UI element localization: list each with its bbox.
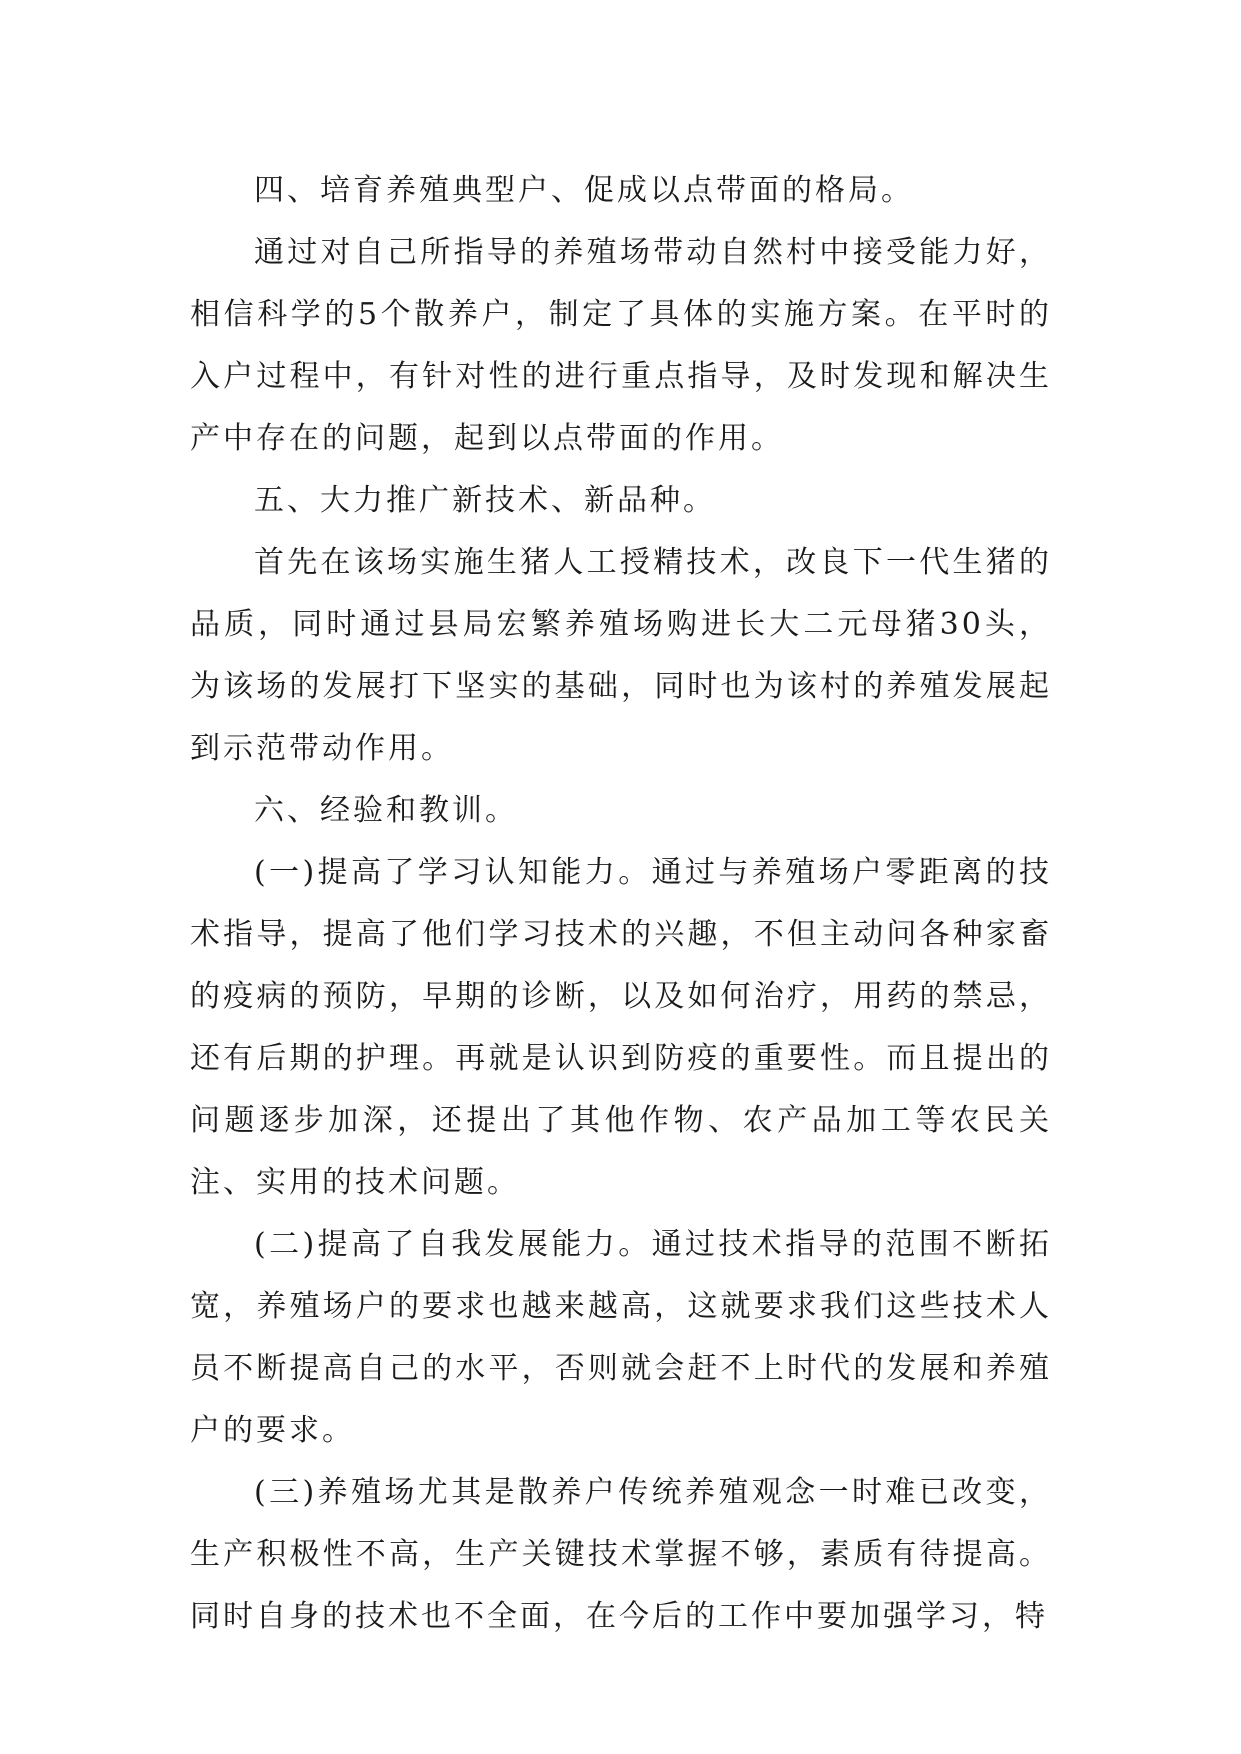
paragraph: (二)提高了自我发展能力。通过技术指导的范围不断拓宽，养殖场户的要求也越来越高，这就要求我们这些技术人员不断提高自己的水平，否则就会赶不上时代的发展和养殖户的要求。 — [190, 1227, 1052, 1448]
paragraph: (一)提高了学习认知能力。通过与养殖场户零距离的技术指导，提高了他们学习技术的兴趣，不但主动问各种家畜的疫病的预防，早期的诊断，以及如何治疗，用药的禁忌，还有后期的护理。再就是认识到防疫的重要性。而且提出的问题逐步加深，还提出了其他作物、农产品加工等农民关注、实用的技术问题。 — [190, 855, 1052, 1200]
document-body — [190, 160, 1052, 1648]
section-heading-4: 四、培育养殖典型户、促成以点带面的格局。 — [254, 173, 914, 208]
section-heading-6: 六、经验和教训。 — [254, 793, 518, 828]
paragraph: 首先在该场实施生猪人工授精技术，改良下一代生猪的品质，同时通过县局宏繁养殖场购进长大二元母猪30头，为该场的发展打下坚实的基础，同时也为该村的养殖发展起到示范带动作用。 — [190, 545, 1052, 766]
section-heading-5: 五、大力推广新技术、新品种。 — [254, 483, 716, 518]
paragraph: (三)养殖场尤其是散养户传统养殖观念一时难已改变，生产积极性不高，生产关键技术掌握不够，素质有待提高。同时自身的技术也不全面，在今后的工作中要加强学习，特 — [190, 1475, 1052, 1634]
paragraph: 通过对自己所指导的养殖场带动自然村中接受能力好，相信科学的5个散养户，制定了具体的实施方案。在平时的入户过程中，有针对性的进行重点指导，及时发现和解决生产中存在的问题，起到以点带面的作用。 — [190, 235, 1052, 456]
